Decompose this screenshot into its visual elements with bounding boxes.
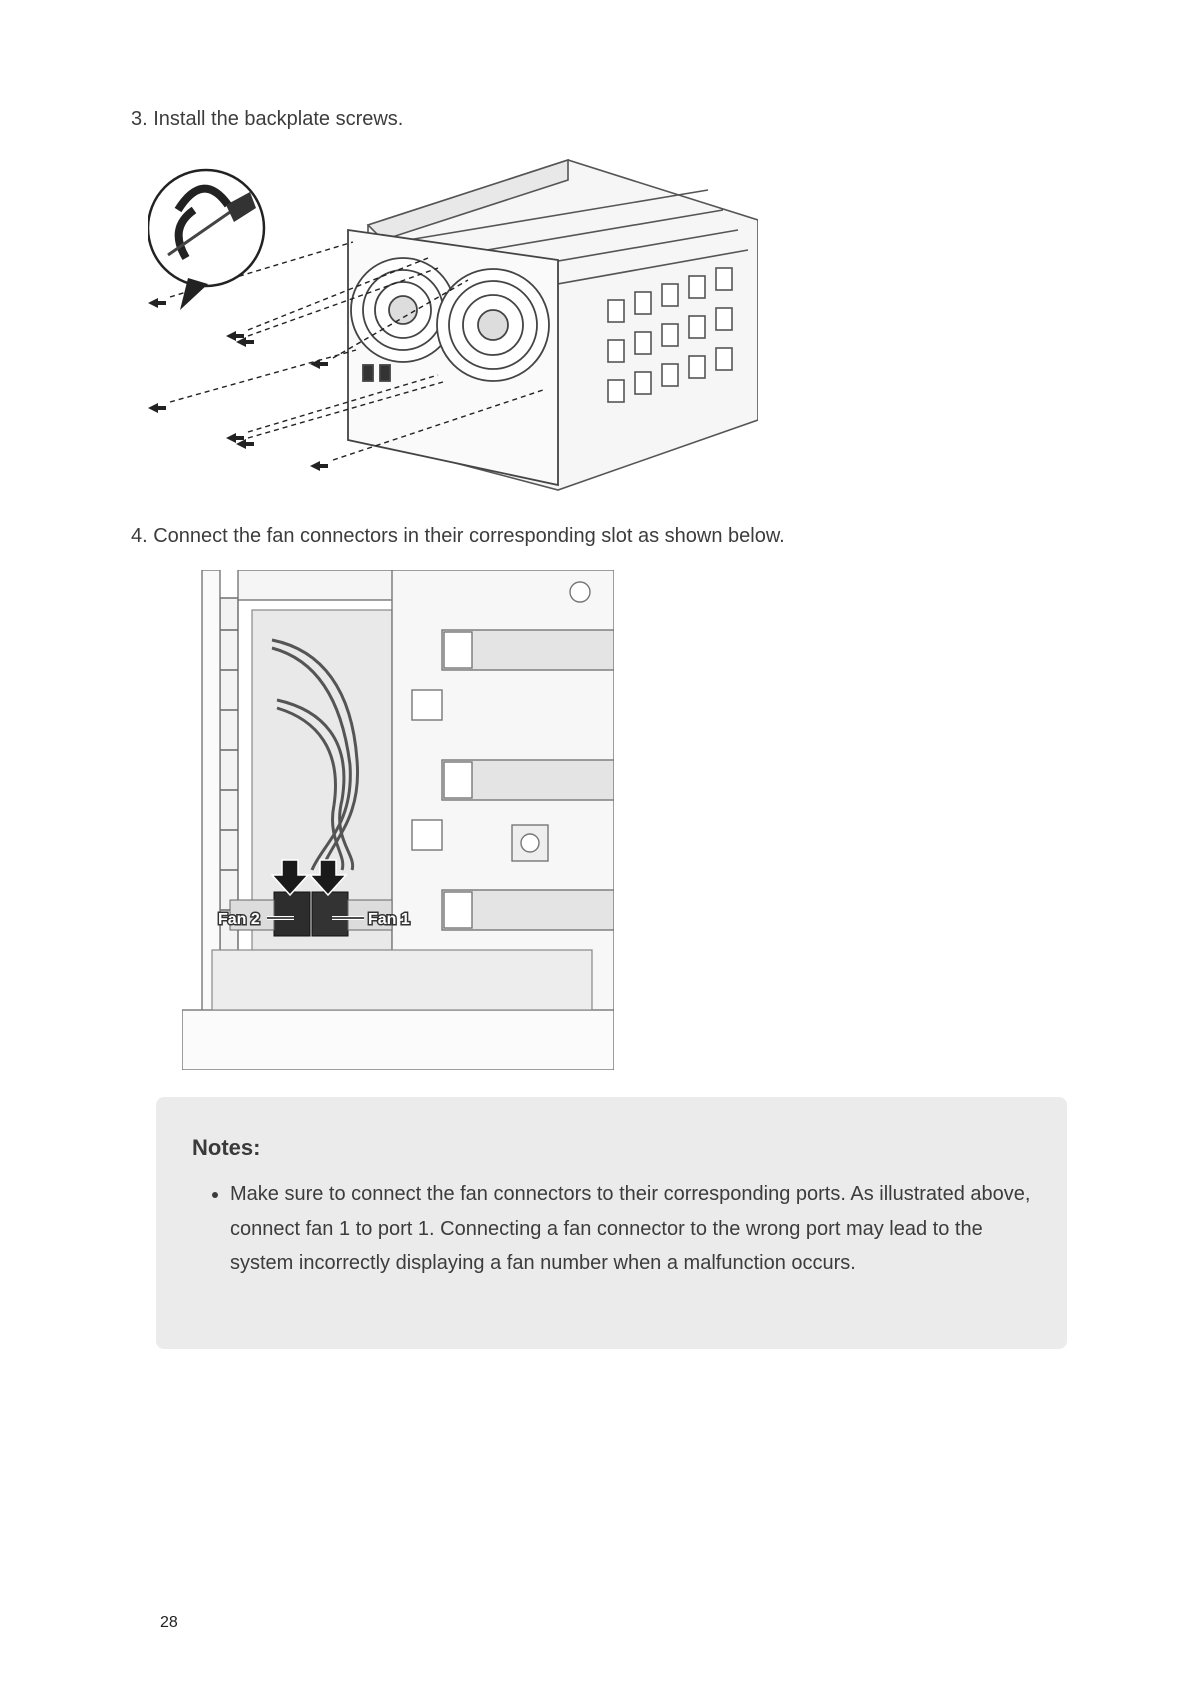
notes-item: • Make sure to connect the fan connectors to their corresponding ports. As illustrated above, connect fan 1 to port 1. Connecting a fan connector to the wrong port may lead to the system incorrectly displaying a fan number when a malfunction occurs. [230, 1177, 1031, 1281]
screw-icon [148, 298, 328, 471]
screwdriver-callout-icon [148, 170, 264, 310]
notes-title: Notes: [192, 1135, 261, 1160]
backplate-screws-illustration [148, 150, 758, 505]
notes-box [156, 1097, 1067, 1349]
page-number: 28 [160, 1614, 178, 1631]
fan-2-label: Fan 2 [218, 911, 260, 928]
backplate [348, 230, 558, 485]
fan-connector-illustration [182, 570, 614, 1070]
step-4-instruction: 4. Connect the fan connectors in their corresponding slot as shown below. [131, 525, 785, 547]
notes-list [192, 1177, 1031, 1281]
step-3-instruction: 3. Install the backplate screws. [131, 108, 404, 130]
fan-1-label: Fan 1 [368, 911, 410, 928]
